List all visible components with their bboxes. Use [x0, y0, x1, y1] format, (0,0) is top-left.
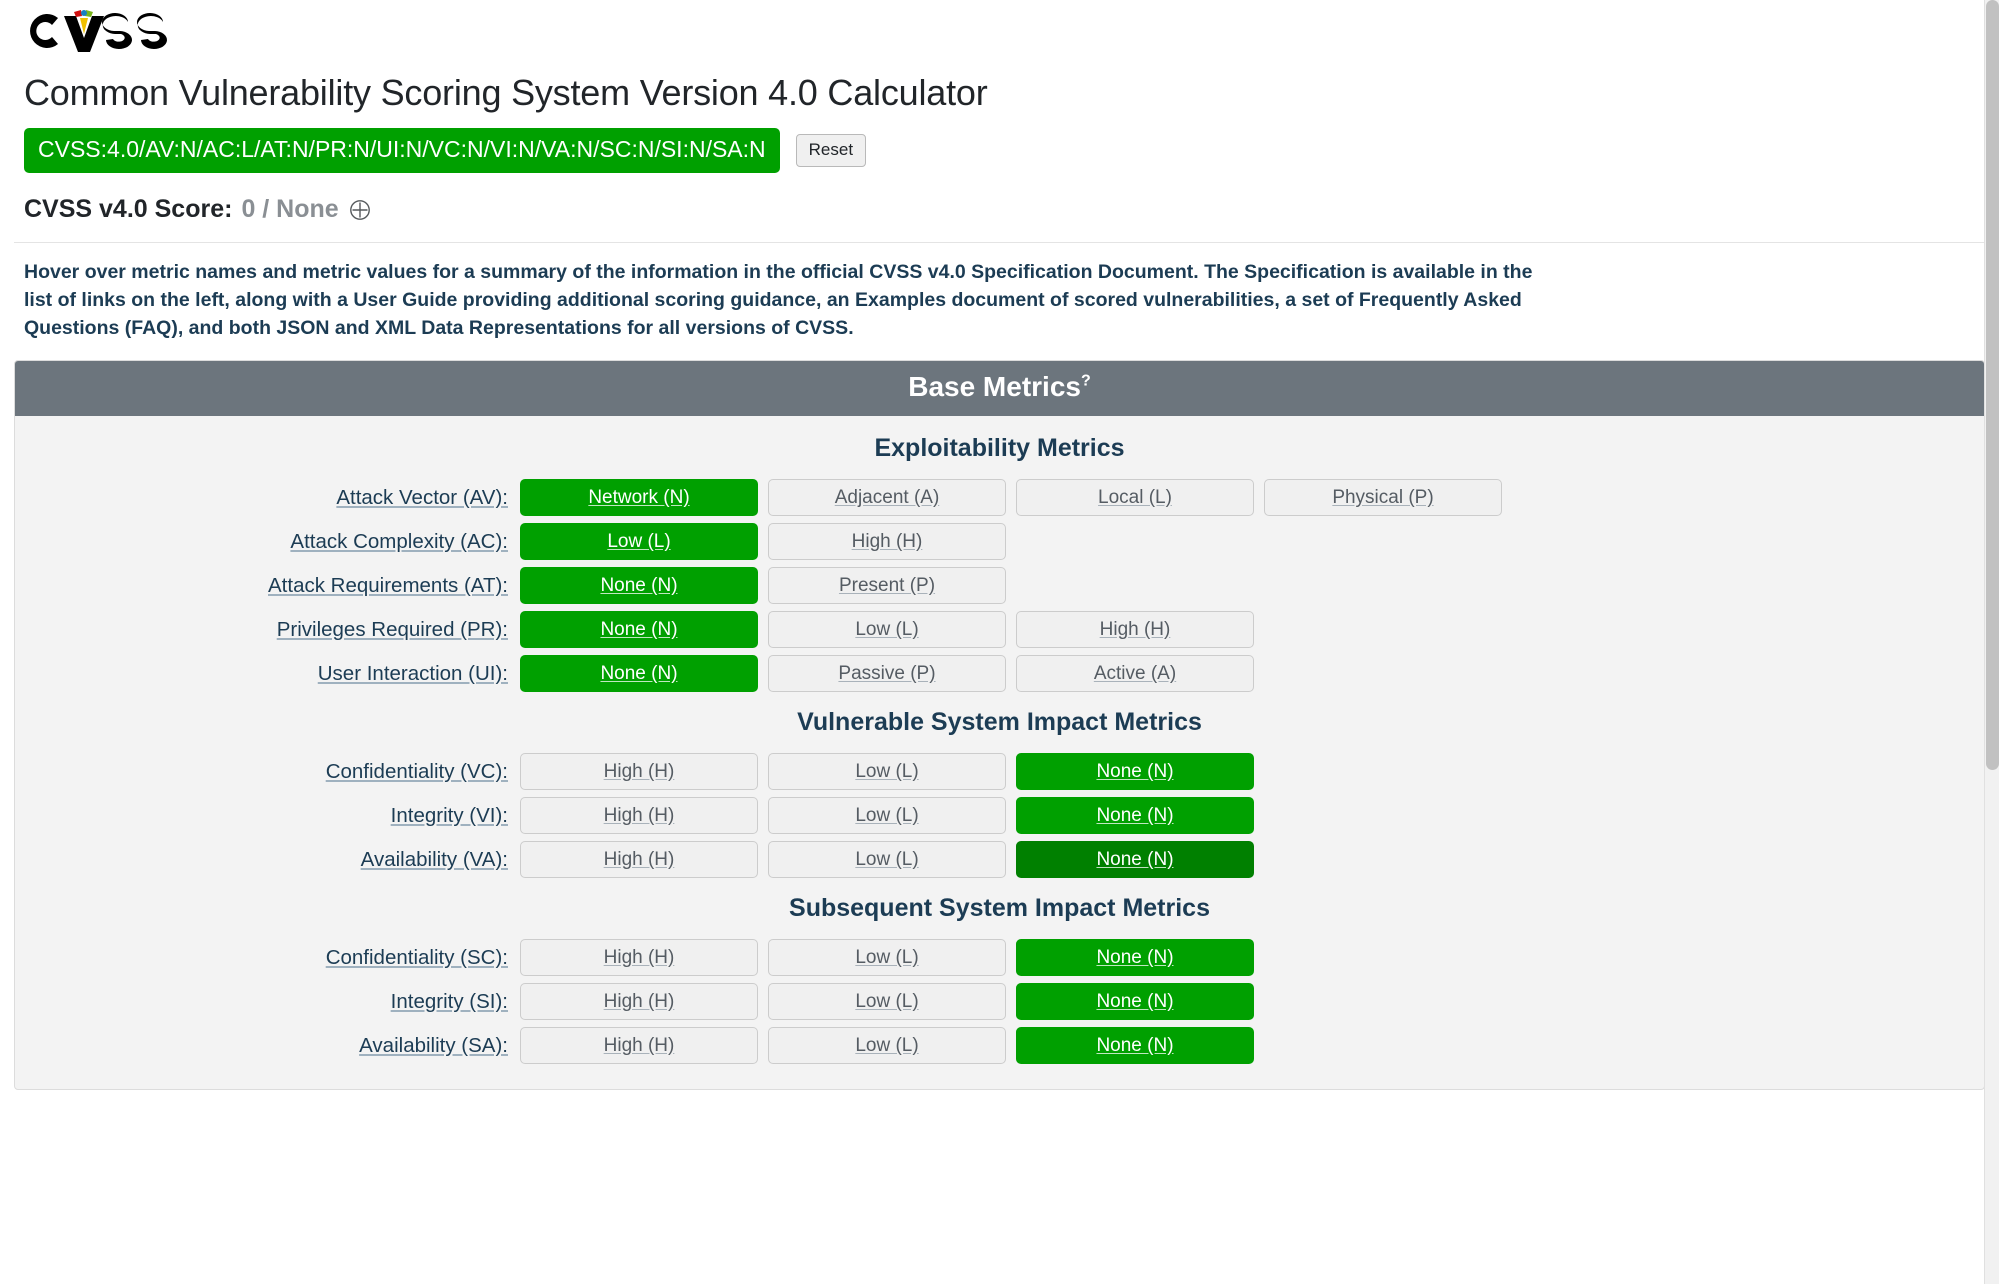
metric-option-button[interactable]	[768, 939, 1006, 976]
metric-option-button[interactable]	[1264, 479, 1502, 516]
metric-option-button[interactable]	[1016, 753, 1254, 790]
metric-option-button[interactable]	[1016, 611, 1254, 648]
metric-option-button[interactable]	[768, 753, 1006, 790]
metric-group-title: Exploitability Metrics	[874, 434, 1125, 463]
metric-option-button[interactable]	[520, 983, 758, 1020]
metric-option-label: None (N)	[1096, 848, 1174, 870]
metric-options	[520, 797, 1254, 834]
help-icon[interactable]: ?	[1080, 373, 1091, 391]
metric-option-label: High (H)	[1099, 618, 1171, 640]
metric-option-button[interactable]	[1016, 841, 1254, 878]
metric-option-button[interactable]	[1016, 479, 1254, 516]
metric-option-button[interactable]	[768, 655, 1006, 692]
metric-option-label: Low (L)	[855, 990, 919, 1012]
metric-option-label: None (N)	[1096, 990, 1174, 1012]
metric-option-button[interactable]	[520, 567, 758, 604]
metric-row	[15, 479, 1984, 516]
metric-label-text[interactable]: Attack Requirements (AT):	[268, 573, 508, 597]
scrollbar-thumb[interactable]	[1986, 0, 1999, 770]
metric-label-text[interactable]: User Interaction (UI):	[317, 661, 508, 685]
metric-option-button[interactable]	[1016, 1027, 1254, 1064]
metric-options	[520, 479, 1502, 516]
metric-options	[520, 753, 1254, 790]
metric-option-label: Adjacent (A)	[834, 486, 940, 508]
metric-option-label: Active (A)	[1093, 662, 1177, 684]
metric-option-label: Low (L)	[855, 618, 919, 640]
metric-options	[520, 983, 1254, 1020]
metric-label	[15, 486, 520, 510]
metric-label	[15, 990, 520, 1014]
metric-label-text[interactable]: Privileges Required (PR):	[276, 617, 508, 641]
metric-options	[520, 1027, 1254, 1064]
metric-option-button[interactable]	[768, 523, 1006, 560]
metric-option-button[interactable]	[520, 797, 758, 834]
metric-option-button[interactable]	[768, 841, 1006, 878]
intro-text: Hover over metric names and metric values for a summary of the information in the official CVSS v4.0 Specification Document. The Specification is available in the list of links on the left, along with a User Guide providing additional scoring guidance, an Examples document of scored vulnerabilities, a set of Frequently Asked Questions (FAQ), and both JSON and XML Data Representations for all versions of CVSS.	[24, 261, 1533, 339]
metric-options	[520, 841, 1254, 878]
metric-label-text[interactable]: Confidentiality (VC):	[325, 759, 508, 783]
metric-option-label: High (H)	[603, 804, 675, 826]
metric-group-title: Vulnerable System Impact Metrics	[797, 708, 1202, 737]
metric-option-label: High (H)	[603, 1034, 675, 1056]
metric-label	[15, 848, 520, 872]
metric-option-label: None (N)	[1096, 1034, 1174, 1056]
metric-option-button[interactable]	[520, 753, 758, 790]
metric-option-button[interactable]	[520, 841, 758, 878]
metric-option-button[interactable]	[768, 797, 1006, 834]
metric-option-label: Physical (P)	[1332, 486, 1434, 508]
metric-option-label: High (H)	[603, 760, 675, 782]
cvss-logo	[14, 0, 1985, 62]
metric-group	[15, 708, 1984, 878]
metric-option-button[interactable]	[520, 655, 758, 692]
metric-label-text[interactable]: Attack Vector (AV):	[336, 485, 508, 509]
metric-label	[15, 662, 520, 686]
metric-options	[520, 655, 1254, 692]
metric-option-button[interactable]	[1016, 939, 1254, 976]
page-scrollbar[interactable]	[1984, 0, 1999, 1284]
metric-options	[520, 939, 1254, 976]
metric-option-label: Low (L)	[855, 1034, 919, 1056]
score-value: 0 / None	[241, 195, 339, 224]
metric-label	[15, 1034, 520, 1058]
metric-option-label: Low (L)	[855, 848, 919, 870]
metric-option-label: Network (N)	[588, 486, 690, 508]
base-metrics-header	[15, 361, 1984, 416]
metric-group-title: Subsequent System Impact Metrics	[789, 894, 1210, 923]
metric-row	[15, 567, 1984, 604]
metric-option-label: None (N)	[600, 618, 678, 640]
metric-option-button[interactable]	[520, 939, 758, 976]
metric-option-button[interactable]	[768, 611, 1006, 648]
base-metrics-title: Base Metrics	[908, 371, 1081, 403]
metric-row	[15, 655, 1984, 692]
metric-option-label: Low (L)	[607, 530, 671, 552]
metric-options	[520, 611, 1254, 648]
metric-option-button[interactable]	[520, 611, 758, 648]
metric-option-button[interactable]	[768, 479, 1006, 516]
metric-options	[520, 567, 1006, 604]
metric-option-button[interactable]	[768, 567, 1006, 604]
metric-label-text[interactable]: Attack Complexity (AC):	[290, 529, 508, 553]
metric-option-label: None (N)	[1096, 804, 1174, 826]
metric-label-text[interactable]: Integrity (VI):	[390, 803, 508, 827]
metric-group	[15, 894, 1984, 1064]
score-row	[24, 195, 1985, 224]
metric-row	[15, 797, 1984, 834]
metric-option-label: Present (P)	[838, 574, 936, 596]
metric-option-label: None (N)	[1096, 946, 1174, 968]
metric-label	[15, 574, 520, 598]
metric-group	[15, 434, 1984, 692]
metric-label	[15, 530, 520, 554]
metric-row	[15, 983, 1984, 1020]
metric-row	[15, 841, 1984, 878]
metric-option-button[interactable]	[1016, 797, 1254, 834]
metric-option-button[interactable]	[520, 479, 758, 516]
metric-row	[15, 1027, 1984, 1064]
metric-option-label: None (N)	[600, 662, 678, 684]
metric-label	[15, 804, 520, 828]
metric-option-button[interactable]	[520, 1027, 758, 1064]
metric-option-label: Low (L)	[855, 760, 919, 782]
metric-option-label: Local (L)	[1098, 486, 1172, 508]
metric-label-text[interactable]: Availability (VA):	[360, 847, 508, 871]
vector-string[interactable]: CVSS:4.0/AV:N/AC:L/AT:N/PR:N/UI:N/VC:N/VI:N/VA:N/SC:N/SI:N/SA:N	[24, 128, 780, 173]
metric-option-label: High (H)	[603, 990, 675, 1012]
metric-option-label: High (H)	[603, 946, 675, 968]
divider	[14, 242, 1985, 243]
metric-option-label: None (N)	[600, 574, 678, 596]
metric-option-button[interactable]	[1016, 983, 1254, 1020]
metric-label-text[interactable]: Integrity (SI):	[390, 989, 508, 1013]
metric-label	[15, 760, 520, 784]
plus-circle-icon[interactable]	[348, 198, 372, 222]
vector-row	[24, 128, 1985, 173]
metric-row	[15, 611, 1984, 648]
metric-row	[15, 523, 1984, 560]
metric-label	[15, 946, 520, 970]
page-title: Common Vulnerability Scoring System Version 4.0 Calculator	[24, 72, 988, 113]
metric-label	[15, 618, 520, 642]
metric-option-button[interactable]	[1016, 655, 1254, 692]
metric-option-label: Low (L)	[855, 804, 919, 826]
base-metrics-body	[15, 416, 1984, 1089]
reset-button[interactable]: Reset	[796, 134, 866, 167]
metric-option-label: None (N)	[1096, 760, 1174, 782]
metric-label-text[interactable]: Availability (SA):	[359, 1033, 508, 1057]
metric-label-text[interactable]: Confidentiality (SC):	[325, 945, 508, 969]
metric-row	[15, 753, 1984, 790]
score-label: CVSS v4.0 Score:	[24, 195, 233, 224]
metric-row	[15, 939, 1984, 976]
metric-option-button[interactable]	[768, 1027, 1006, 1064]
metric-option-label: High (H)	[851, 530, 923, 552]
metric-option-label: Passive (P)	[838, 662, 936, 684]
metric-options	[520, 523, 1006, 560]
metric-option-label: Low (L)	[855, 946, 919, 968]
base-metrics-panel	[14, 360, 1985, 1090]
metric-option-button[interactable]	[520, 523, 758, 560]
metric-option-label: High (H)	[603, 848, 675, 870]
metric-option-button[interactable]	[768, 983, 1006, 1020]
